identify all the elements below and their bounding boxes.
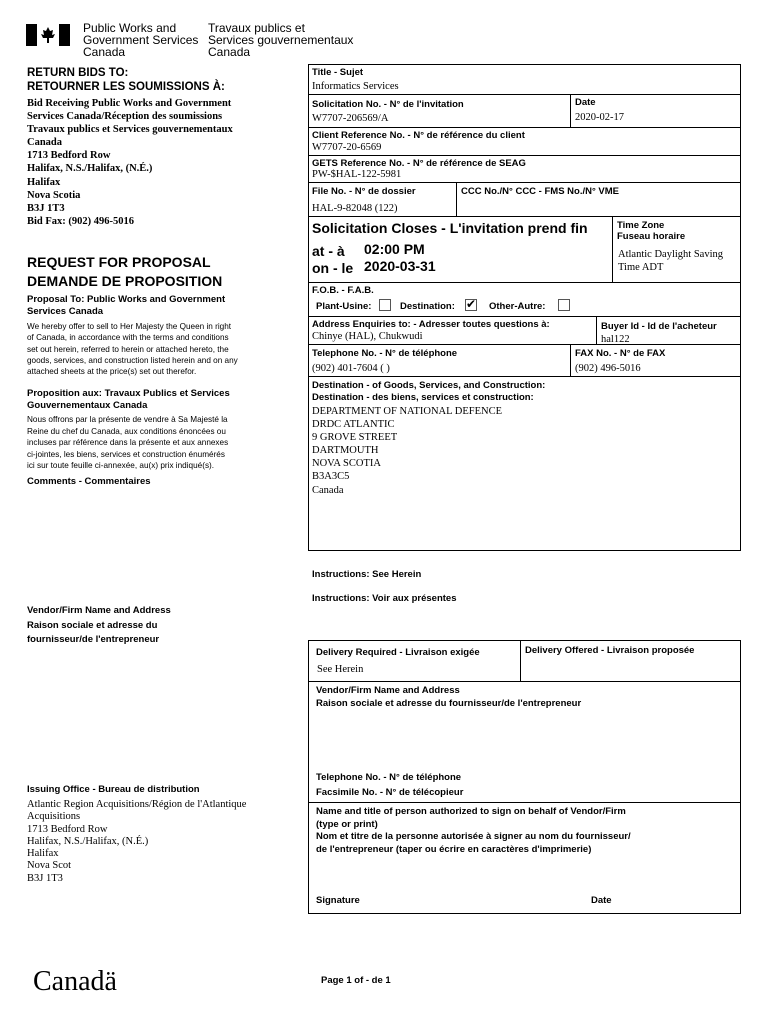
closing-time-value: 02:00 PM xyxy=(364,241,425,257)
page-number: Page 1 of - de 1 xyxy=(321,975,391,986)
facsimile-no-label: Facsimile No. - N° de télécopieur xyxy=(316,787,464,798)
instructions-fr: Instructions: Voir aux présentes xyxy=(312,593,457,604)
closing-date-value: 2020-03-31 xyxy=(364,258,436,274)
time-zone-value: Atlantic Daylight Saving Time ADT xyxy=(618,249,723,273)
fax-value: (902) 496-5016 xyxy=(575,363,641,374)
client-reference-value: W7707-20-6569 xyxy=(312,142,382,153)
ccc-no-label: CCC No./N° CCC - FMS No./N° VME xyxy=(461,186,620,197)
address-enquiries-value: Chinye (HAL), Chukwudi xyxy=(312,331,423,342)
canada-wordmark: Canadä xyxy=(33,966,117,997)
return-bids-heading-en: RETURN BIDS TO: xyxy=(27,67,129,79)
telephone-no-label: Telephone No. - N° de téléphone xyxy=(316,772,462,783)
proposition-text: Nous offrons par la présente de vendre à Sa Majesté la Reine du chef du Canada, aux conditions énoncées ou incluses par référence dans la présente et aux annexes ci-jointes, les biens, services et construction énumérés ici sur toute feuille ci-annexée, au(x) prix indiqué(s). xyxy=(27,415,229,470)
plant-usine-checkbox[interactable] xyxy=(379,299,391,311)
gets-reference-label: GETS Reference No. - N° de référence de SEAG xyxy=(312,158,526,169)
other-autre-checkbox[interactable] xyxy=(558,299,570,311)
signature-date-label: Date xyxy=(591,895,612,906)
department-name-en: Public Works and Government Services Canada xyxy=(83,21,199,59)
vendor-firm-label: Vendor/Firm Name and Address Raison sociale et adresse du fournisseur/de l'entrepreneur xyxy=(316,685,582,709)
authorized-person-label: Name and title of person authorized to sign on behalf of Vendor/Firm (type or print) Nom et titre de la personne autorisée à signer au nom du fournisseur/ de l'entrepreneur (taper ou écrire en caractères d'imprimerie) xyxy=(316,806,631,856)
solicitation-no-value: W7707-206569/A xyxy=(312,113,389,124)
proposal-to-heading: Proposal To: Public Works and Government Services Canada xyxy=(27,294,226,317)
date-value: 2020-02-17 xyxy=(575,112,624,123)
rfp-heading-en: REQUEST FOR PROPOSAL xyxy=(27,254,211,270)
issuing-office-address: Atlantic Region Acquisitions/Région de l'Atlantique Acquisitions 1713 Bedford Row Halifax, N.S./Halifax, (N.É.) Halifax Nova Scot B3J 1T3 xyxy=(27,799,247,884)
buyer-id-value: hal122 xyxy=(601,334,630,345)
telephone-label: Telephone No. - N° de téléphone xyxy=(312,348,458,359)
return-address: Bid Receiving Public Works and Government Services Canada/Réception des soumissions Travaux publics et Services gouvernementaux Canada 1713 Bedford Row Halifax, N.S./Halifax, (N.É.) Halifax Nova Scotia B3J 1T3 Bid Fax: (902) 496-5016 xyxy=(27,98,233,227)
solicitation-closes-label: Solicitation Closes - L'invitation prend fin xyxy=(312,220,588,236)
fax-label: FAX No. - N° de FAX xyxy=(575,348,666,359)
plant-usine-label: Plant-Usine: xyxy=(316,301,372,312)
proposal-to-text: We hereby offer to sell to Her Majesty the Queen in right of Canada, in accordance with the terms and conditions set out herein, referred to herein or attached hereto, the goods, services, and construction listed herein and on any attached sheets at the price(s) set out therefor. xyxy=(27,322,238,377)
file-no-value: HAL-9-82048 (122) xyxy=(312,203,398,214)
return-bids-heading-fr: RETOURNER LES SOUMISSIONS À: xyxy=(27,81,225,93)
check-mark-icon: ✔ xyxy=(466,297,477,311)
date-label: Date xyxy=(575,97,596,108)
solicitation-no-label: Solicitation No. - N° de l'invitation xyxy=(312,99,464,110)
at-label: at - à xyxy=(312,243,345,259)
delivery-offered-label: Delivery Offered - Livraison proposée xyxy=(525,645,695,656)
destination-goods-label: Destination - of Goods, Services, and Construction: Destination - des biens, services et construction: xyxy=(312,380,546,403)
rfp-heading-fr: DEMANDE DE PROPOSITION xyxy=(27,273,223,289)
delivery-required-value: See Herein xyxy=(317,664,364,675)
issuing-office-label: Issuing Office - Bureau de distribution xyxy=(27,784,200,795)
title-label: Title - Sujet xyxy=(312,67,364,78)
destination-checkbox[interactable] xyxy=(465,299,477,311)
time-zone-label: Time Zone Fuseau horaire xyxy=(617,220,686,242)
buyer-id-label: Buyer Id - Id de l'acheteur xyxy=(601,321,717,332)
telephone-value: (902) 401-7604 ( ) xyxy=(312,363,390,374)
instructions-en: Instructions: See Herein xyxy=(312,569,422,580)
comments-label: Comments - Commentaires xyxy=(27,476,151,487)
department-name-fr: Travaux publics et Services gouvernementaux Canada xyxy=(208,21,354,59)
proposition-heading: Proposition aux: Travaux Publics et Services Gouvernementaux Canada xyxy=(27,388,230,411)
destination-label: Destination: xyxy=(400,301,455,312)
file-no-label: File No. - N° de dossier xyxy=(312,186,416,197)
canada-flag-logo xyxy=(26,24,70,46)
title-value: Informatics Services xyxy=(312,81,399,92)
vendor-firm-label-left: Vendor/Firm Name and Address Raison sociale et adresse du fournisseur/de l'entrepreneur xyxy=(27,605,171,645)
fob-label: F.O.B. - F.A.B. xyxy=(312,285,374,296)
on-label: on - le xyxy=(312,260,354,276)
other-autre-label: Other-Autre: xyxy=(489,301,546,312)
gets-reference-value: PW-$HAL-122-5981 xyxy=(312,169,402,180)
client-reference-label: Client Reference No. - N° de référence du client xyxy=(312,130,525,141)
signature-label: Signature xyxy=(316,895,360,906)
address-enquiries-label: Address Enquiries to: - Adresser toutes questions à: xyxy=(312,319,550,330)
delivery-required-label: Delivery Required - Livraison exigée xyxy=(316,647,480,658)
destination-address: DEPARTMENT OF NATIONAL DEFENCE DRDC ATLANTIC 9 GROVE STREET DARTMOUTH NOVA SCOTIA B3A3C5 Canada xyxy=(312,406,503,496)
